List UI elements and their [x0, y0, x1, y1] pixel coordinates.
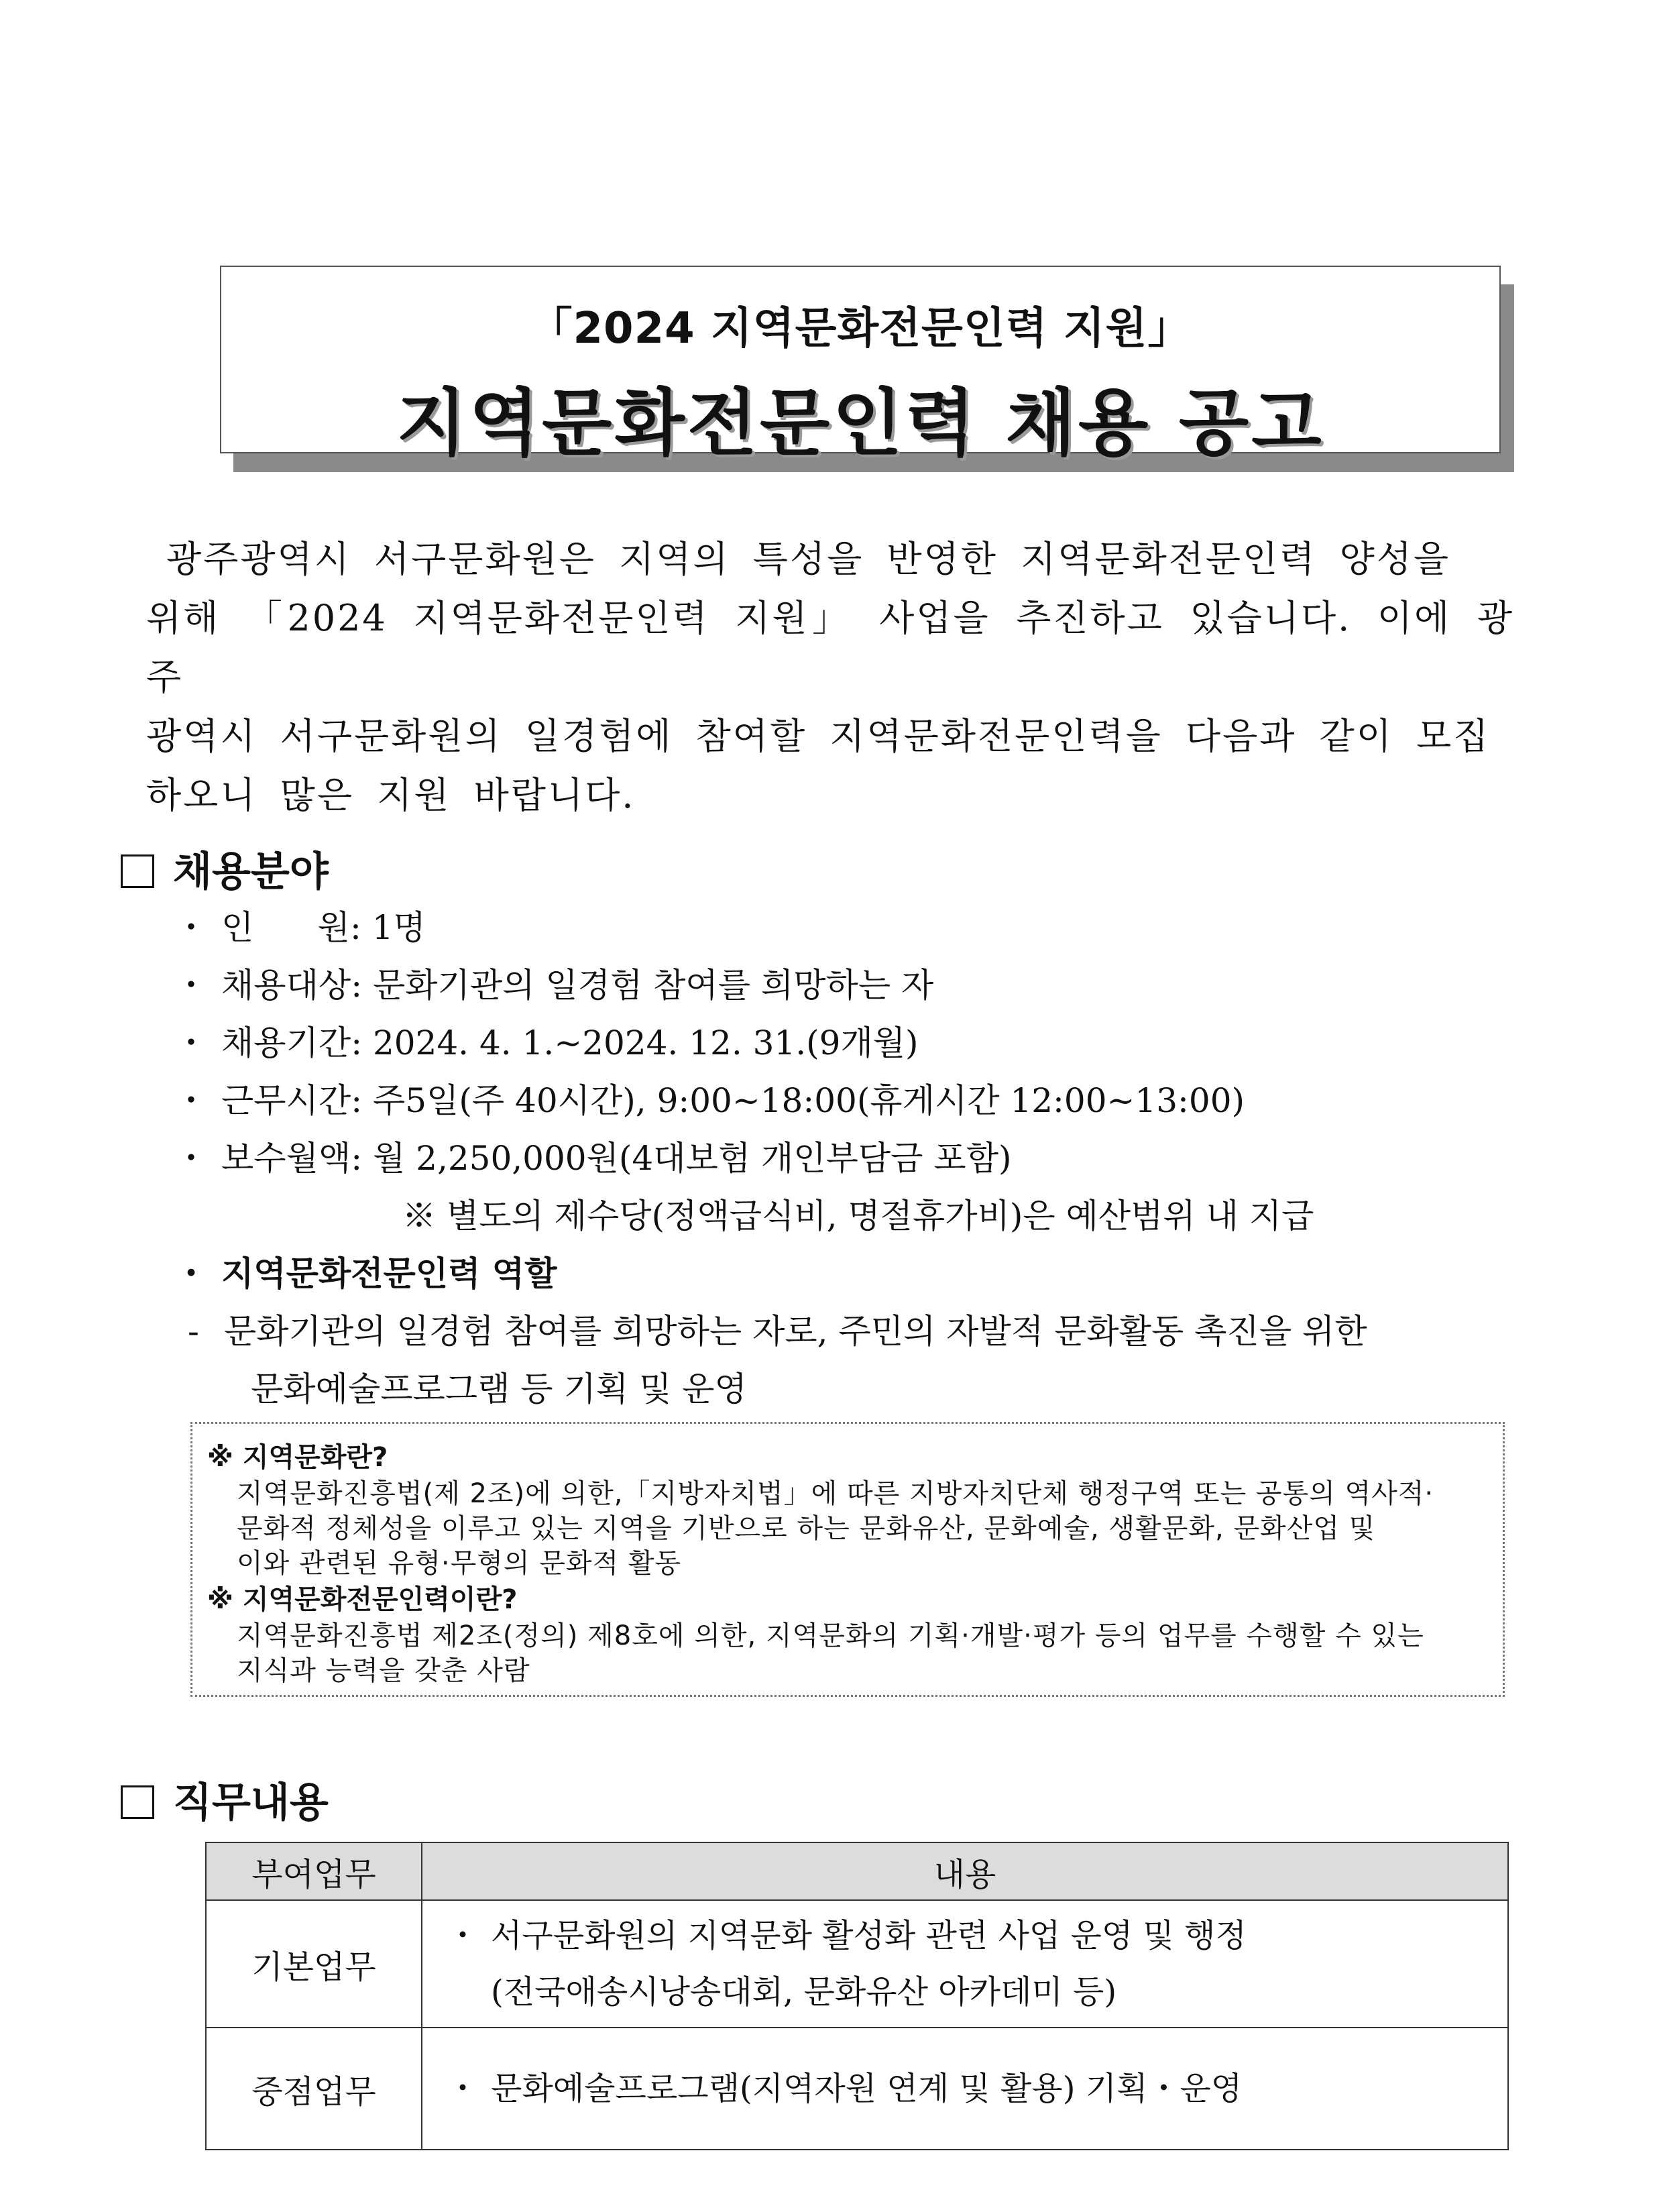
duty-category: 기본업무	[206, 1900, 422, 2028]
page-title: 지역문화전문인력 채용 공고	[396, 382, 1324, 465]
table-row	[206, 2028, 1508, 2150]
bullet-icon: ・	[447, 1917, 479, 1954]
bullet-icon: ・	[174, 908, 208, 947]
list-item: ・ 채용기간: 2024. 4. 1.~2024. 12. 31.(9개월)	[174, 1014, 1515, 1072]
list-item: ・ 채용대상: 문화기관의 일경험 참여를 희망하는 자	[174, 956, 1515, 1014]
list-item: ・ 보수월액: 월 2,250,000원(4대보험 개인부담금 포함)	[174, 1129, 1515, 1187]
section-heading: 채용분야	[173, 848, 329, 895]
intro-line: 하오니 많은 지원 바랍니다.	[146, 774, 636, 816]
section-job-duties	[121, 1771, 329, 1828]
bullet-icon: ・	[447, 2070, 479, 2107]
definition-answer: 이와 관련된 유형·무형의 문화적 활동	[237, 1548, 682, 1579]
definition-answer: 지역문화진흥법 제2조(정의) 제8호에 의한, 지역문화의 기획·개발·평가 등의 업무를 수행할 수 있는	[237, 1620, 1424, 1651]
intro-paragraph	[146, 530, 1514, 825]
list-item: ・ 인 원: 1명	[174, 899, 1515, 956]
bullet-icon: ・	[174, 1024, 208, 1062]
duty-content: ・ 문화예술프로그램(지역자원 연계 및 활용) 기획・운영	[422, 2028, 1508, 2150]
role-heading: 지역문화전문인력 역할	[221, 1254, 557, 1293]
list-item	[174, 1245, 1515, 1303]
title-box	[220, 266, 1501, 465]
table-row	[206, 1900, 1508, 2028]
column-header: 내용	[422, 1842, 1508, 1900]
definition-question: ※ 지역문화전문인력이란?	[207, 1584, 518, 1615]
table-header-row	[206, 1842, 1508, 1900]
dash-icon: -	[188, 1312, 199, 1351]
column-header: 부여업무	[206, 1842, 422, 1900]
bullet-icon: ・	[174, 1139, 208, 1178]
intro-line: 광역시 서구문화원의 일경험에 참여할 지역문화전문인력을 다음과 같이 모집	[146, 715, 1491, 757]
definition-answer: 지역문화진흥법(제 2조)에 의한,「지방자치법」에 따른 지방자치단체 행정구역 또는 공통의 역사적·	[237, 1478, 1434, 1509]
bullet-icon: ・	[174, 966, 208, 1005]
duty-content: ・ 서구문화원의 지역문화 활성화 관련 사업 운영 및 행정 (전국애송시낭송대회, 문화유산 아카데미 등)	[422, 1900, 1508, 2028]
recruitment-list	[174, 899, 1515, 1418]
section-recruitment-field	[121, 840, 329, 897]
definition-box	[190, 1422, 1505, 1697]
intro-line: 위해 「2024 지역문화전문인력 지원」 사업을 추진하고 있습니다. 이에 광주	[146, 597, 1514, 698]
definition-answer: 지식과 능력을 갖춘 사람	[237, 1655, 530, 1686]
page-subtitle: 「2024 지역문화전문인력 지원」	[529, 304, 1192, 353]
checkbox-square-icon	[121, 1785, 154, 1819]
duties-table	[205, 1842, 1509, 2150]
bullet-icon: ・	[174, 1081, 208, 1120]
section-heading: 직무내용	[173, 1779, 329, 1826]
duty-category: 중점업무	[206, 2028, 422, 2150]
checkbox-square-icon	[121, 854, 154, 888]
bullet-icon: ・	[174, 1254, 208, 1293]
list-item: ・ 근무시간: 주5일(주 40시간), 9:00~18:00(휴게시간 12:00~13:00)	[174, 1072, 1515, 1129]
role-description: - 문화기관의 일경험 참여를 희망하는 자로, 주민의 자발적 문화활동 촉진을 위한 문화예술프로그램 등 기획 및 운영	[161, 1303, 1515, 1418]
pay-note: ※ 별도의 제수당(정액급식비, 명절휴가비)은 예산범위 내 지급	[402, 1197, 1314, 1235]
definition-question: ※ 지역문화란?	[207, 1442, 388, 1473]
definition-answer: 문화적 정체성을 이루고 있는 지역을 기반으로 하는 문화유산, 문화예술, 생활문화, 문화산업 및	[237, 1513, 1376, 1544]
intro-line: 광주광역시 서구문화원은 지역의 특성을 반영한 지역문화전문인력 양성을	[166, 538, 1451, 580]
